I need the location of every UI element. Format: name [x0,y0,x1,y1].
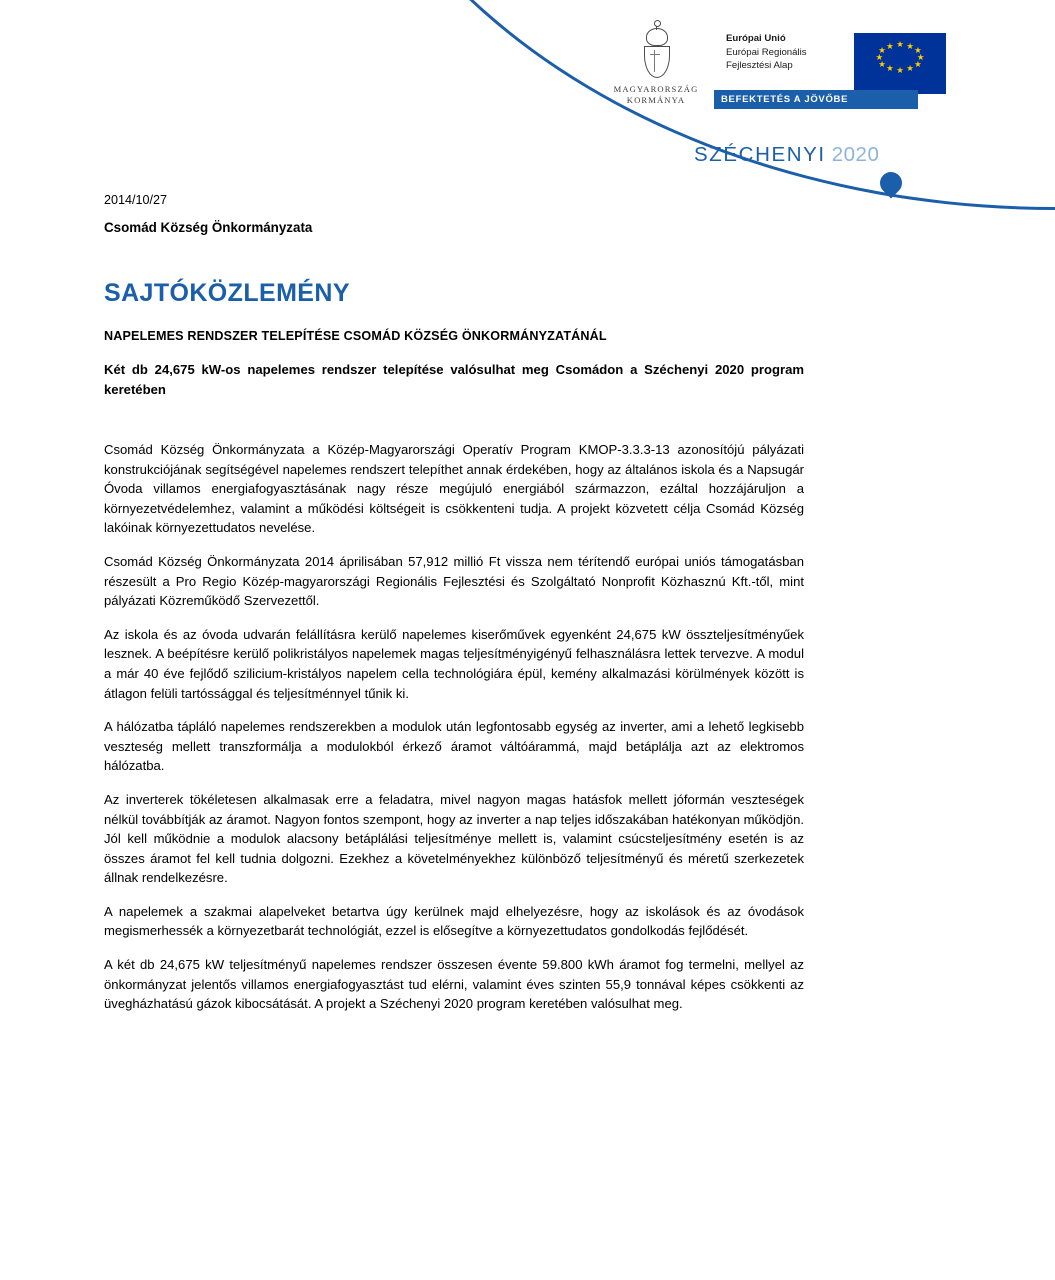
szechenyi-2020-logo [694,143,879,167]
press-release-body [104,193,804,1028]
page-title: SAJTÓKÖZLEMÉNY [104,279,350,307]
befektetes-a-jovobe-banner: BEFEKTETÉS A JÖVŐBE [714,90,918,109]
hungarian-government-logo [600,26,712,106]
eu-fund-text-block [726,26,844,73]
european-union-flag-icon: ★ ★ ★ ★ ★ ★ ★ ★ ★ ★ ★ ★ [854,33,946,94]
issuing-organization: Csomád Község Önkormányzata [104,220,313,235]
document-date: 2014/10/27 [104,193,168,207]
paragraph: Az iskola és az óvoda udvarán felállításra kerülő napelemes kiserőművek egyenként 24,675 kW összteljesítményűek lesznek. A beépítésre kerülő polikristályos napelemek magas teljesítményigényű felhasználásra lettek tervezve. A modul a már 40 éve fejlődő szilicium-kristályos napelem cella technológiára épül, kemény alkalmazási körülmények között is átlagon felüli tartóssággal és teljesítménnyel tűnik ki. [104,626,804,701]
subtitle-primary: NAPELEMES RENDSZER TELEPÍTÉSE CSOMÁD KÖZSÉG ÖNKORMÁNYZATÁNÁL [104,329,607,343]
government-logo-line1: MAGYARORSZÁG [613,84,699,94]
szechenyi-wordmark: SZÉCHENYI [694,143,826,166]
szechenyi-year: 2020 [831,143,880,166]
eu-line-1: Európai Unió [726,33,786,44]
eu-line-3: Fejlesztési Alap [726,60,793,71]
paragraph: A két db 24,675 kW teljesítményű napelemes rendszer összesen évente 59.800 kWh áramot fog termelni, mellyel az önkormányzat jelentős villamos energiafogyasztást tud elérni, valamint éves szinten 55,9 tonnával képes csökkenti az üvegházhatású gázok kibocsátását. A projekt a Széchenyi 2020 program keretében valósulhat meg. [104,957,804,1012]
paragraph: Csomád Község Önkormányzata a Közép-Magyarországi Operatív Program KMOP-3.3.3-13 azonosítójú pályázati konstrukciójának segítségével napelemes rendszert telepíthet annak érdekében, hogy az általános iskola és a Napsugár Óvoda villamos energiafogyasztásának nagy része megújuló energiából származzon, ezáltal hozzájáruljon a környezetvédelemhez, valamint a működési költségeit is csökkenteni tudja. A projekt közvetett célja Csomád Község lakóinak környezettudatos nevelése. [104,442,804,536]
hungarian-coat-of-arms-icon [636,28,676,78]
subtitle-secondary: Két db 24,675 kW-os napelemes rendszer telepítése valósulhat meg Csomádon a Széchenyi 2020 program keretében [104,362,804,397]
eu-line-2: Európai Regionális [726,46,807,58]
paragraph: A hálózatba tápláló napelemes rendszerekben a modulok után legfontosabb egység az inverter, ami a lehető legkisebb veszteség mellett transzformálja a modulokból érkező áramot váltóárammá, majd betáplálja azt az elektromos hálózatba. [104,719,804,774]
paragraph: A napelemek a szakmai alapelveket betartva úgy kerülnek majd elhelyezésre, hogy az iskolások és az óvodások megismerhessék a környezetbarát technológiát, ezzel is elősegítve a környezettudatos gondolkodás fejlődését. [104,903,804,939]
government-logo-line2: KORMÁNYA [626,95,686,105]
document-header [0,0,925,210]
paragraph: Csomád Község Önkormányzata 2014 áprilisában 57,912 millió Ft vissza nem térítendő európai uniós támogatásban részesült a Pro Regio Közép-magyarországi Regionális Fejlesztési és Szolgáltató Nonprofit Közhasznú Kft.-től, mint pályázati Közreműködő Szervezettől. [104,553,804,609]
paragraph: Az inverterek tökéletesen alkalmasak erre a feladatra, mivel nagyon magas hatásfok mellett jóformán veszteségek nélkül továbbítják az áramot. Nagyon fontos szempont, hogy az inverter a nap teljes időszakában hatékonyan működjön. Jól kell működnie a modulok alacsony betáplálási teljesítménye mellett is, valamint csúcsteljesítmény esetén is az összes áramot fel kell tudnia dolgozni. Ezekhez a követelményekhez különböző teljesítményű és méretű szerkezetek állnak rendelkezésre. [104,791,804,886]
